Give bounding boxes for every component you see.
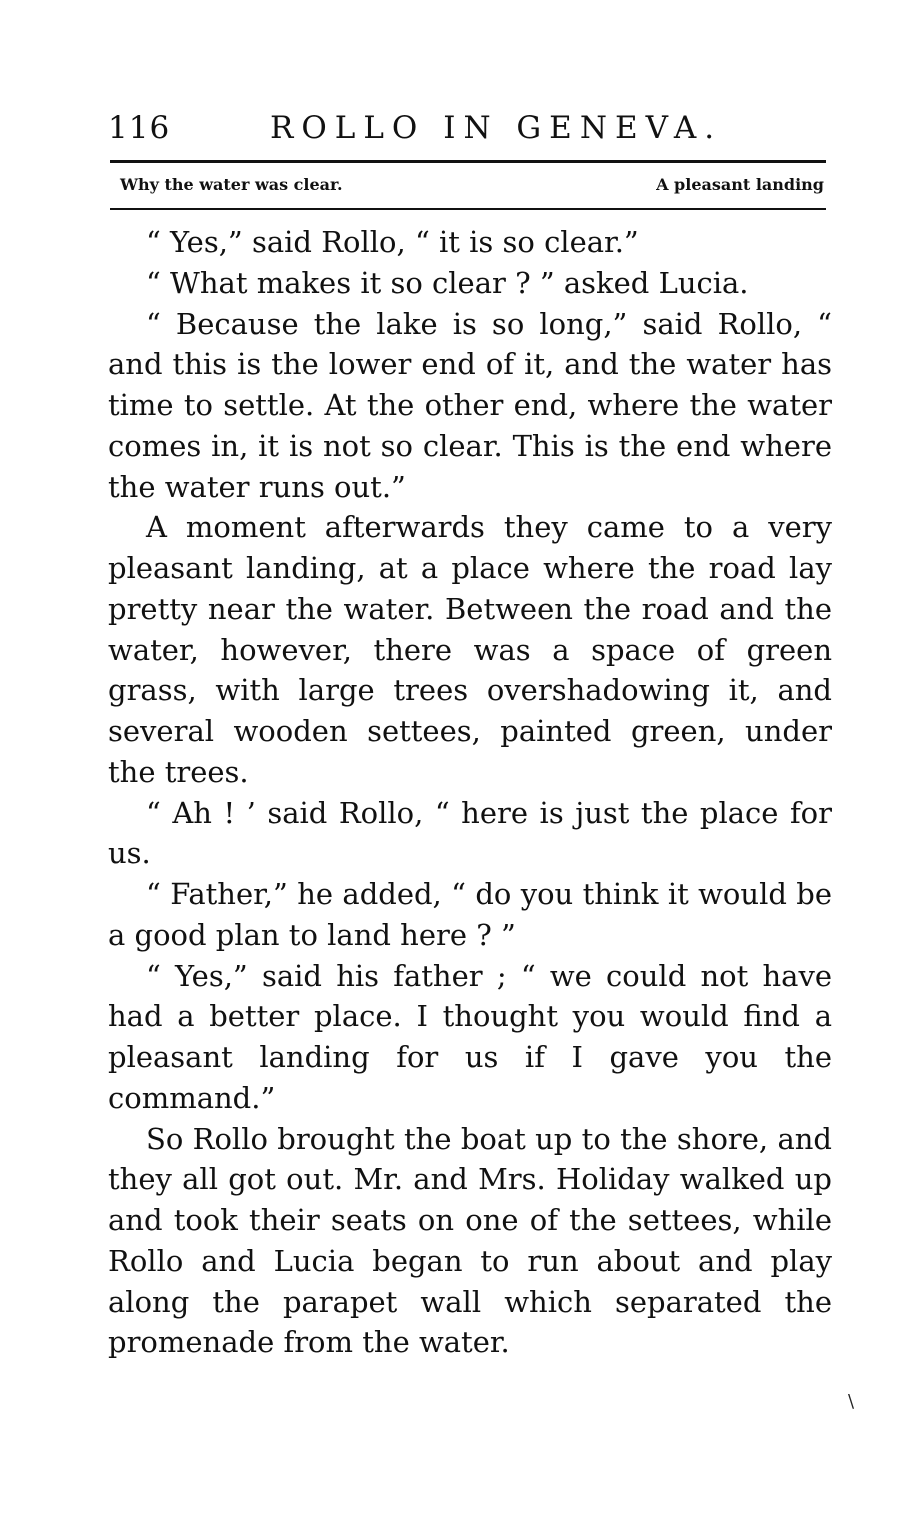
stray-print-mark: \ <box>848 1391 855 1412</box>
paragraph: “ Yes,” said his father ; “ we could not have had a better place. I thought you would find a pleasant landing for us if I gave you the command.” <box>108 958 832 1115</box>
book-title: ROLLO IN GENEVA. <box>270 110 723 146</box>
header-top-rule <box>110 160 826 163</box>
page-number: 116 <box>108 110 171 146</box>
subhead-right: A pleasant landing <box>656 175 824 194</box>
subhead-left: Why the water was clear. <box>120 175 343 194</box>
section-subheads <box>112 170 824 200</box>
paragraph: “ What makes it so clear ? ” asked Lucia. <box>146 265 749 300</box>
body-text <box>108 222 832 1363</box>
paragraph: “ Father,” he added, “ do you think it would be a good plan to land here ? ” <box>108 877 832 952</box>
header-bottom-rule <box>110 208 826 210</box>
paragraph: “ Yes,” said Rollo, “ it is so clear.” <box>146 225 639 259</box>
paragraph: A moment afterwards they came to a very pleasant landing, at a place where the road lay pretty near the water. Between the road and the water, however, there was a space of green grass, with large trees overshadowing it, and several wooden settees, painted green, under the trees. <box>108 510 832 789</box>
running-head <box>108 108 828 152</box>
paragraph: “ Ah ! ’ said Rollo, “ here is just the place for us. <box>108 795 832 871</box>
paragraph: “ Because the lake is so long,” said Rollo, “ and this is the lower end of it, and the water has time to settle. At the other end, where the water comes in, it is not so clear. This is the end where the water runs out.” <box>108 306 832 504</box>
paragraph: So Rollo brought the boat up to the shore, and they all got out. Mr. and Mrs. Holiday walked up and took their seats on one of the settees, while Rollo and Lucia began to run about and play along the parapet wall which separated the promenade from the water. <box>108 1121 832 1360</box>
